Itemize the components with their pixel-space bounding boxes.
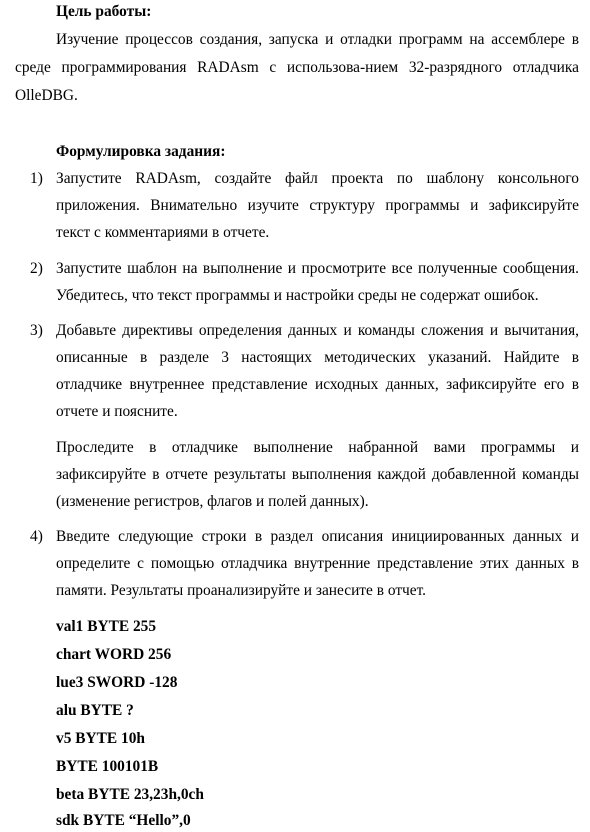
task-item-2-line-1: Запустите шаблон на выполнение и просмотрите все полученные сообщения.	[56, 260, 579, 277]
goal-heading: Цель работы:	[56, 3, 152, 20]
code-line: beta BYTE 23,23h,0ch	[56, 786, 204, 803]
goal-text-line-3: OlleDBG.	[15, 87, 78, 104]
goal-text-line-2: среде программирования RADAsm с использова-нием 32-разрядного отладчика	[15, 59, 579, 76]
task-item-number-4: 4)	[30, 528, 43, 545]
code-line: sdk BYTE “Hello”,0	[56, 812, 191, 829]
task-item-1-line-2: приложения. Внимательно изучите структуру программы и зафиксируйте	[56, 197, 579, 214]
task-item-3-extra-line-3: (изменение регистров, флагов и полей данных).	[56, 493, 369, 510]
task-item-3-extra-line-1: Проследите в отладчике выполнение набранной вами программы и	[56, 439, 579, 456]
task-item-1-line-3: текст с комментариями в отчете.	[56, 224, 270, 241]
task-item-4-line-2: определите с помощью отладчика внутренние представление этих данных в	[56, 555, 579, 572]
task-item-3-extra-line-2: зафиксируйте в отчете результаты выполнения каждой добавленной команды	[56, 466, 579, 483]
task-item-3-line-1: Добавьте директивы определения данных и команды сложения и вычитания,	[56, 322, 579, 339]
code-line: lue3 SWORD -128	[56, 674, 178, 691]
task-item-number-3: 3)	[30, 322, 43, 339]
task-item-3-line-4: отчете и поясните.	[56, 403, 178, 420]
code-line: BYTE 100101B	[56, 758, 159, 775]
task-item-2-line-2: Убедитесь, что текст программы и настройки среды не содержат ошибок.	[56, 287, 539, 304]
task-item-4-line-3: памяти. Результаты проанализируйте и занесите в отчет.	[56, 582, 427, 599]
code-line: chart WORD 256	[56, 646, 172, 663]
goal-text-line-1: Изучение процессов создания, запуска и отладки программ на ассемблере в	[56, 31, 579, 48]
code-line: alu BYTE ?	[56, 702, 134, 719]
task-item-4-line-1: Введите следующие строки в раздел описания инициированных данных и	[56, 528, 579, 545]
task-item-1-line-1: Запустите RADAsm, создайте файл проекта по шаблону консольного	[56, 170, 579, 187]
code-line: v5 BYTE 10h	[56, 730, 145, 747]
code-line: val1 BYTE 255	[56, 618, 157, 635]
task-item-number-1: 1)	[30, 170, 43, 187]
task-item-3-line-3: отладчике внутреннее представление исходных данных, зафиксируйте его в	[56, 376, 579, 393]
task-heading: Формулировка задания:	[56, 143, 226, 160]
task-item-3-line-2: описанные в разделе 3 настоящих методических указаний. Найдите в	[56, 349, 579, 366]
task-item-number-2: 2)	[30, 260, 43, 277]
